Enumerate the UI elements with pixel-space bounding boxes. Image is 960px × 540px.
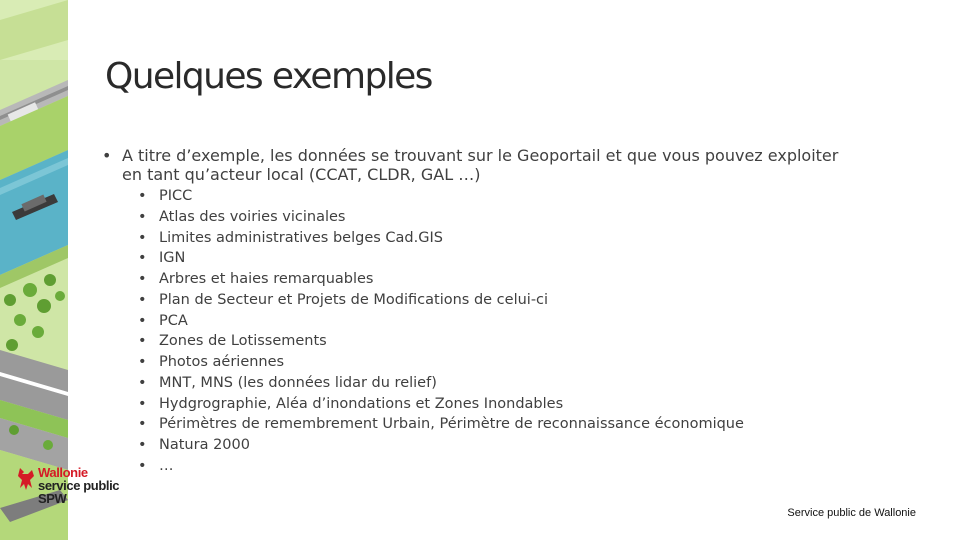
list-item-label: Natura 2000 bbox=[159, 437, 250, 453]
list-item-label: Atlas des voiries vicinales bbox=[159, 208, 346, 225]
list-item bbox=[138, 456, 744, 477]
data-sources-list bbox=[138, 186, 744, 477]
list-item bbox=[138, 435, 744, 456]
list-item-label: Limites administratives belges Cad.GIS bbox=[159, 229, 443, 246]
list-item bbox=[138, 352, 744, 373]
list-item bbox=[138, 290, 744, 311]
list-item bbox=[138, 394, 744, 415]
list-item bbox=[138, 248, 744, 269]
list-item-label: PICC bbox=[159, 188, 193, 204]
slide-title: Quelques exemples bbox=[105, 56, 432, 97]
list-item bbox=[138, 331, 744, 352]
list-item-label: Arbres et haies remarquables bbox=[159, 271, 374, 287]
list-item bbox=[138, 414, 744, 435]
list-item bbox=[138, 207, 744, 228]
list-item-label: Photos aériennes bbox=[159, 354, 285, 370]
bullet-marker: • bbox=[138, 291, 147, 308]
bullet-marker: • bbox=[138, 188, 147, 204]
list-item bbox=[138, 269, 744, 290]
rooster-icon bbox=[16, 466, 36, 496]
list-item-label: IGN bbox=[159, 250, 186, 267]
bullet-marker: • bbox=[138, 208, 147, 225]
list-item-label: Périmètres de remembrement Urbain, Périmètre de reconnaissance économique bbox=[159, 416, 744, 433]
bullet-marker: • bbox=[138, 374, 147, 391]
list-item-label: MNT, MNS (les données lidar du relief) bbox=[159, 374, 437, 391]
list-item bbox=[138, 186, 744, 207]
bullet-marker: • bbox=[138, 354, 147, 370]
bullet-marker: • bbox=[138, 333, 147, 350]
bullet-marker: • bbox=[138, 457, 147, 474]
logo-service-public-text: service public bbox=[38, 478, 120, 493]
bullet-marker: • bbox=[138, 395, 147, 412]
footer-text: Service public de Wallonie bbox=[787, 507, 916, 519]
list-item bbox=[138, 311, 744, 332]
bullet-marker: • bbox=[102, 146, 112, 165]
list-item bbox=[138, 373, 744, 394]
bullet-marker: • bbox=[138, 229, 147, 246]
list-item-label: PCA bbox=[159, 312, 188, 329]
list-item-label: Hydgrographie, Aléa d’inondations et Zones Inondables bbox=[159, 395, 564, 412]
bullet-marker: • bbox=[138, 271, 147, 287]
wallonie-logo bbox=[16, 462, 136, 510]
landscape-illustration bbox=[0, 0, 68, 540]
list-item bbox=[138, 228, 744, 249]
bullet-marker: • bbox=[138, 437, 147, 453]
intro-text: A titre d’exemple, les données se trouvant sur le Geoportail et que vous pouvez exploiter en tant qu’acteur local (CCAT, CLDR, GAL …) bbox=[122, 146, 839, 184]
logo-wallonie-text: Wallonie bbox=[38, 465, 88, 480]
bullet-marker: • bbox=[138, 416, 147, 433]
logo-spw-text: SPW bbox=[38, 491, 67, 506]
bullet-marker: • bbox=[138, 312, 147, 329]
list-item-label: … bbox=[159, 457, 174, 474]
list-item-label: Plan de Secteur et Projets de Modifications de celui-ci bbox=[159, 291, 549, 308]
list-item-label: Zones de Lotissements bbox=[159, 333, 327, 350]
bullet-marker: • bbox=[138, 250, 147, 267]
